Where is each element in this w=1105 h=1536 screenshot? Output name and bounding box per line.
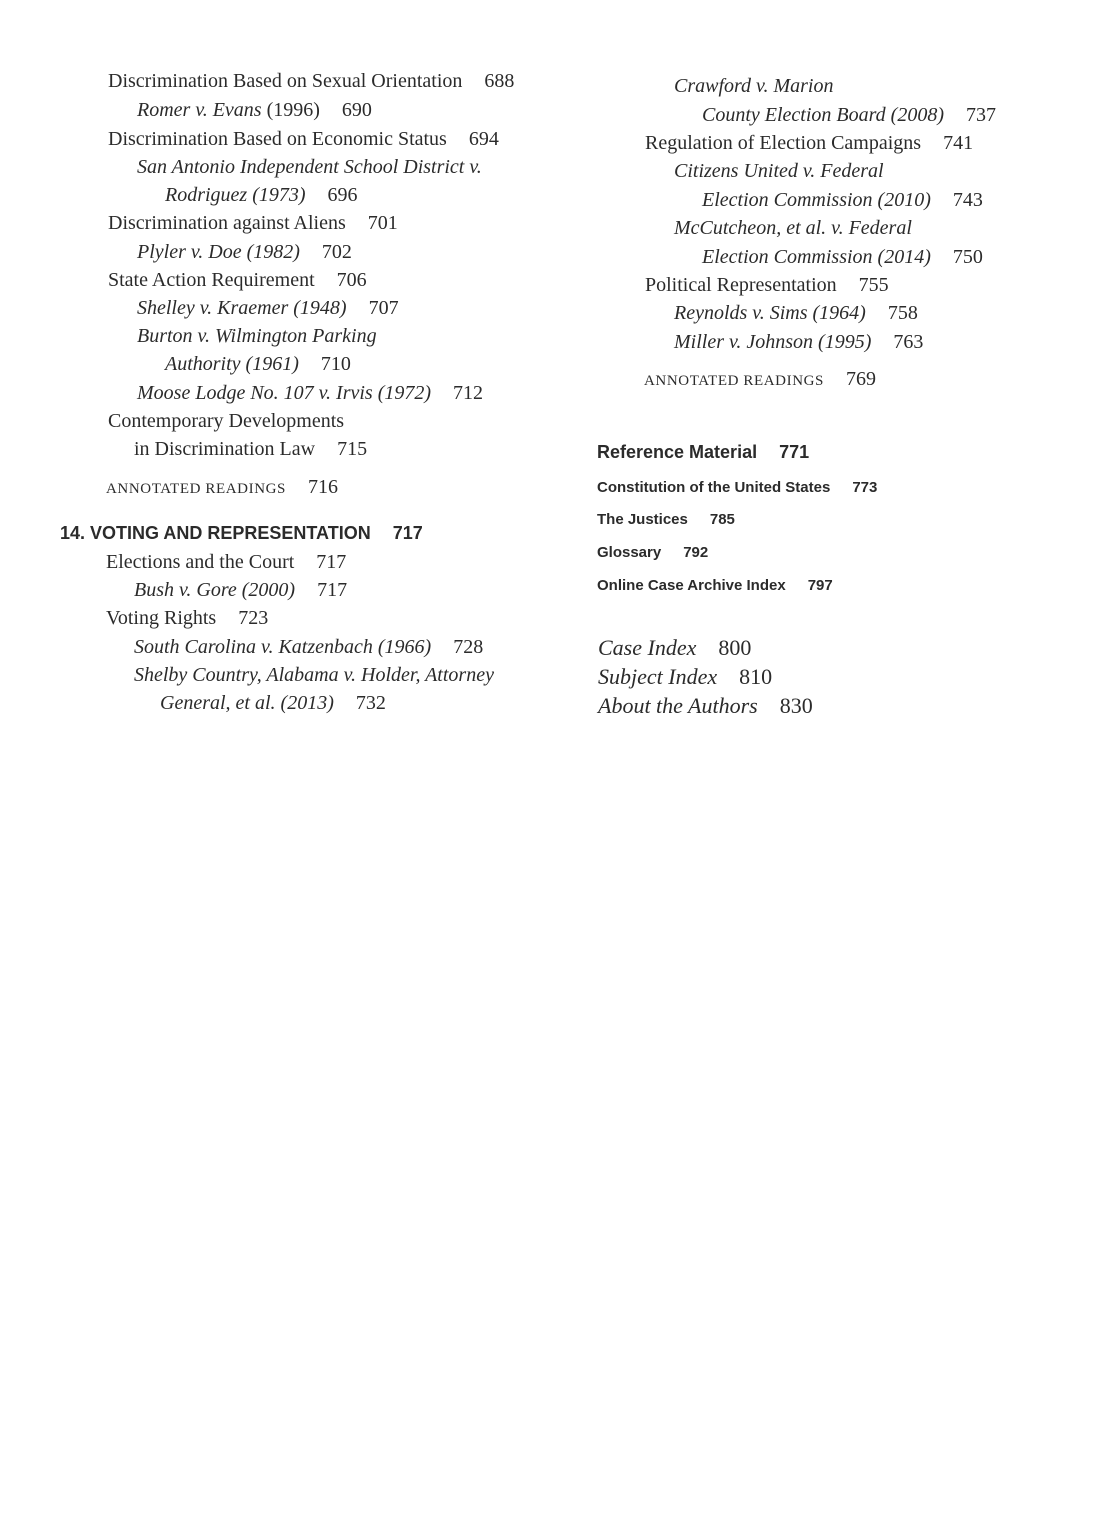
entry-page: 712 bbox=[453, 382, 484, 404]
toc-case-entry bbox=[160, 691, 386, 715]
entry-page: 716 bbox=[308, 476, 339, 498]
entry-title: Election Commission (2014) bbox=[702, 246, 931, 268]
toc-index-entry bbox=[598, 694, 813, 718]
section-title: Reference Material bbox=[597, 442, 758, 462]
entry-title: State Action Requirement bbox=[108, 269, 315, 291]
toc-case-entry bbox=[165, 352, 351, 376]
entry-page: 701 bbox=[367, 212, 398, 234]
entry-title: Rodriguez (1973) bbox=[165, 184, 306, 206]
toc-case-entry bbox=[165, 183, 358, 207]
entry-title: Glossary bbox=[597, 544, 662, 561]
entry-page: 737 bbox=[966, 104, 996, 126]
toc-entry bbox=[108, 409, 344, 433]
entry-page: 717 bbox=[316, 551, 347, 573]
toc-case-entry bbox=[702, 245, 983, 269]
entry-title: Miller v. Johnson (1995) bbox=[674, 331, 872, 353]
entry-title: Discrimination against Aliens bbox=[108, 212, 346, 234]
entry-page: 717 bbox=[317, 579, 348, 601]
entry-page: 785 bbox=[709, 511, 735, 528]
toc-annotated-readings bbox=[106, 475, 338, 501]
entry-page: 702 bbox=[321, 241, 352, 263]
entry-title: County Election Board (2008) bbox=[702, 104, 944, 126]
toc-case-entry bbox=[674, 159, 884, 183]
toc-entry bbox=[106, 550, 346, 574]
toc-case-entry bbox=[134, 578, 347, 602]
toc-entry bbox=[106, 606, 268, 630]
toc-case-entry bbox=[137, 381, 483, 405]
entry-page: 769 bbox=[846, 368, 877, 390]
entry-page: 771 bbox=[779, 442, 810, 462]
entry-title: Plyler v. Doe (1982) bbox=[137, 241, 300, 263]
entry-title: Election Commission (2010) bbox=[702, 189, 931, 211]
entry-title: ANNOTATED READINGS bbox=[644, 373, 825, 389]
entry-page: 732 bbox=[355, 692, 386, 714]
entry-title: Contemporary Developments bbox=[108, 410, 345, 432]
section-heading bbox=[597, 440, 809, 464]
entry-page: 696 bbox=[327, 184, 358, 206]
entry-page: 755 bbox=[858, 274, 889, 296]
entry-title: Discrimination Based on Economic Status bbox=[108, 128, 447, 150]
toc-entry bbox=[645, 131, 973, 155]
toc-reference-entry bbox=[597, 476, 877, 500]
toc-case-entry bbox=[702, 188, 983, 212]
entry-page: 707 bbox=[368, 297, 399, 319]
toc-case-entry bbox=[674, 301, 918, 325]
entry-title: Authority (1961) bbox=[165, 353, 299, 375]
toc-case-entry bbox=[137, 324, 377, 348]
toc-entry bbox=[134, 437, 367, 461]
toc-case-entry bbox=[137, 98, 372, 122]
entry-page: 797 bbox=[807, 577, 833, 594]
entry-page: 743 bbox=[952, 189, 983, 211]
entry-page: 741 bbox=[943, 132, 974, 154]
entry-page: 773 bbox=[852, 479, 878, 496]
entry-page: 688 bbox=[484, 70, 515, 92]
chapter-heading bbox=[60, 521, 423, 545]
toc-entry bbox=[108, 268, 367, 292]
toc-case-entry bbox=[137, 155, 482, 179]
entry-page: 690 bbox=[341, 99, 372, 121]
entry-page: 694 bbox=[468, 128, 499, 150]
entry-title: General, et al. (2013) bbox=[160, 692, 334, 714]
toc-entry bbox=[108, 127, 499, 151]
entry-title: Shelby Country, Alabama v. Holder, Attorney bbox=[134, 664, 494, 686]
entry-page: 710 bbox=[320, 353, 351, 375]
entry-title: Bush v. Gore (2000) bbox=[134, 579, 296, 601]
toc-case-entry bbox=[137, 296, 399, 320]
entry-page: 715 bbox=[337, 438, 368, 460]
entry-title: Shelley v. Kraemer (1948) bbox=[137, 297, 347, 319]
toc-case-entry bbox=[674, 216, 912, 240]
entry-title: Citizens United v. Federal bbox=[674, 160, 884, 182]
entry-title: Subject Index bbox=[598, 664, 718, 689]
toc-case-entry bbox=[137, 240, 352, 264]
toc-entry bbox=[645, 273, 889, 297]
entry-title: Constitution of the United States bbox=[597, 479, 831, 496]
entry-title: Reynolds v. Sims (1964) bbox=[674, 302, 866, 324]
entry-page: 706 bbox=[336, 269, 367, 291]
entry-page: 750 bbox=[952, 246, 983, 268]
toc-reference-entry bbox=[597, 508, 735, 532]
entry-title: Regulation of Election Campaigns bbox=[645, 132, 922, 154]
toc-case-entry bbox=[702, 103, 996, 127]
entry-title: South Carolina v. Katzenbach (1966) bbox=[134, 636, 432, 658]
toc-index-entry bbox=[598, 665, 772, 689]
entry-title: Political Representation bbox=[645, 274, 837, 296]
entry-title: Voting Rights bbox=[106, 607, 217, 629]
entry-page: 717 bbox=[392, 523, 423, 543]
entry-title: Case Index bbox=[598, 635, 697, 660]
entry-title: San Antonio Independent School District v. bbox=[137, 156, 482, 178]
toc-case-entry bbox=[134, 635, 483, 659]
toc-annotated-readings bbox=[644, 367, 876, 393]
entry-title: Discrimination Based on Sexual Orientation bbox=[108, 70, 463, 92]
toc-case-entry bbox=[134, 663, 494, 687]
entry-title: Online Case Archive Index bbox=[597, 577, 786, 594]
entry-title: Moose Lodge No. 107 v. Irvis (1972) bbox=[137, 382, 432, 404]
chapter-title: 14. VOTING AND REPRESENTATION bbox=[60, 523, 371, 543]
entry-title: About the Authors bbox=[598, 693, 758, 718]
toc-reference-entry bbox=[597, 574, 833, 598]
entry-page: 792 bbox=[683, 544, 709, 561]
entry-title: Burton v. Wilmington Parking bbox=[137, 325, 377, 347]
entry-page: 800 bbox=[718, 635, 752, 660]
entry-page: 830 bbox=[779, 693, 813, 718]
entry-page: 723 bbox=[238, 607, 269, 629]
entry-page: 728 bbox=[453, 636, 484, 658]
toc-index-entry bbox=[598, 636, 751, 660]
entry-title: McCutcheon, et al. v. Federal bbox=[674, 217, 912, 239]
entry-title: Romer v. Evans bbox=[137, 99, 262, 121]
toc-entry bbox=[108, 69, 514, 93]
entry-title: Crawford v. Marion bbox=[674, 75, 834, 97]
entry-year: (1996) bbox=[261, 99, 320, 121]
entry-page: 763 bbox=[893, 331, 924, 353]
entry-title: in Discrimination Law bbox=[134, 438, 316, 460]
entry-page: 810 bbox=[739, 664, 773, 689]
toc-reference-entry bbox=[597, 541, 708, 565]
toc-entry bbox=[108, 211, 398, 235]
entry-page: 758 bbox=[887, 302, 918, 324]
entry-title: Elections and the Court bbox=[106, 551, 295, 573]
entry-title: The Justices bbox=[597, 511, 688, 528]
entry-title: ANNOTATED READINGS bbox=[106, 481, 287, 497]
toc-case-entry bbox=[674, 330, 923, 354]
toc-case-entry bbox=[674, 74, 833, 98]
